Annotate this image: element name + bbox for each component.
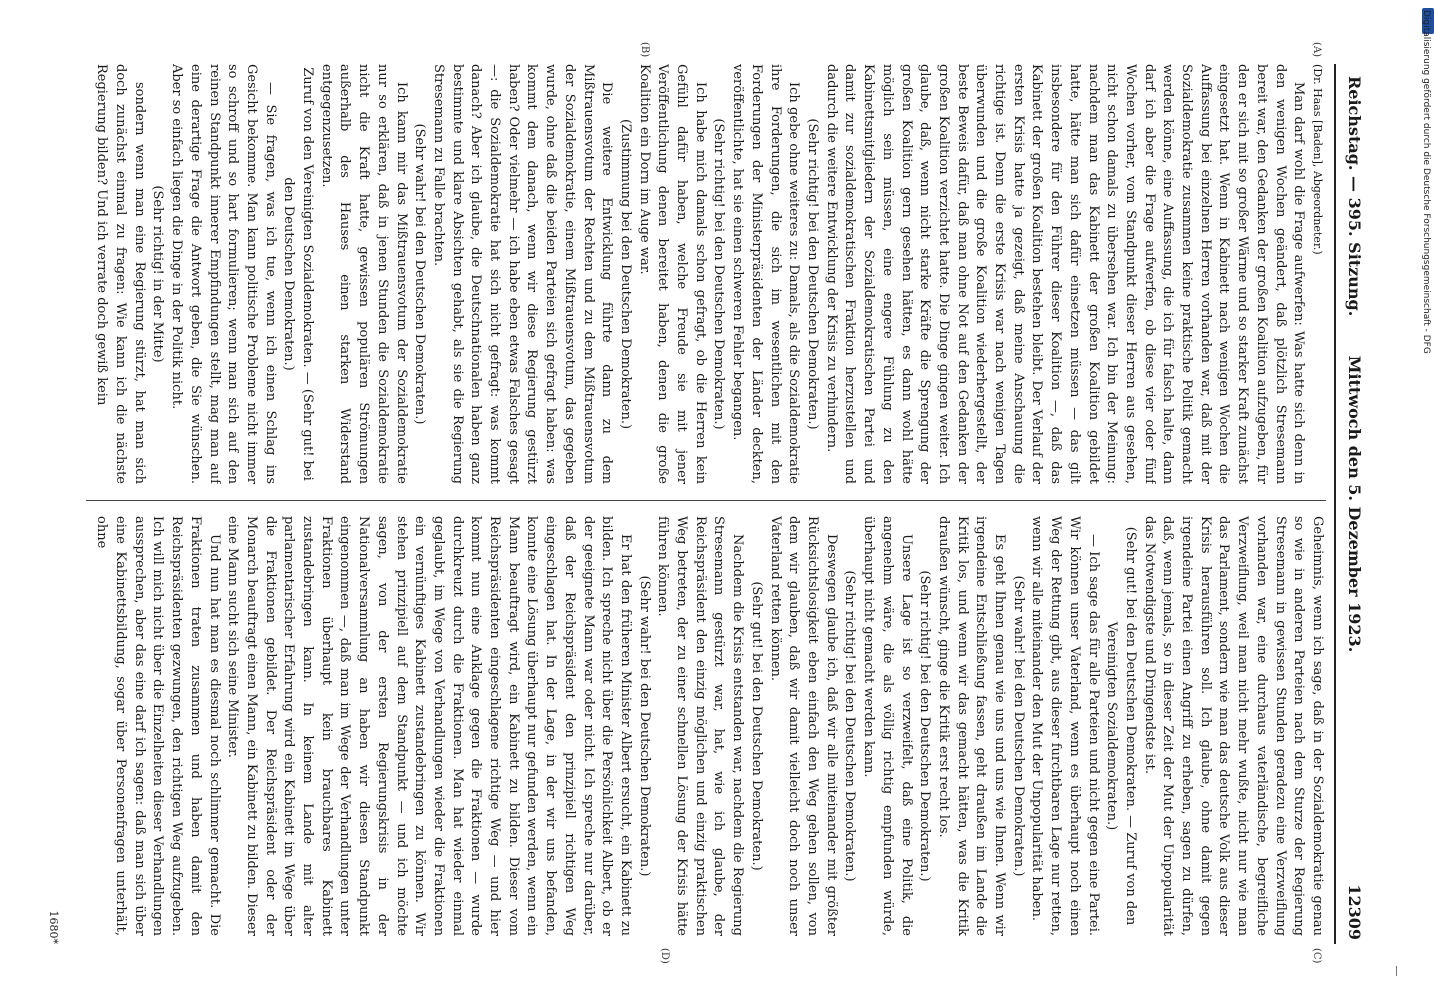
- left-text-column: [66, 64, 1326, 484]
- interjection: (Sehr richtig! bei den Deutschen Demokraten.): [842, 570, 858, 882]
- paragraph: Ich gebe ohne weiteres zu: Damals, als die Sozialdemokratie ihre Forderungen, die sich im wesentlichen mit den Forderungen der Ministerpräsidenten der Länder deckten, veröffentlichte, hat sie einen schweren Fehler begangen.: [730, 64, 802, 484]
- header-date: Mittwoch den 5. Dezember 1923.: [1345, 355, 1364, 653]
- running-header: [1334, 64, 1370, 944]
- header-session: Reichstag. — 395. Sitzung.: [1345, 76, 1364, 317]
- paragraph: — Sie fragen, was ich tue, wenn ich einen Schlag ins Gesicht bekomme. Man kann politische Probleme nicht immer so schroff und so hart formulieren; wenn man sich auf den reinen Standpunkt innerer Empfindungen stellt, mag man auf eine derartige Frage die Antwort geben, die Sie wünschen. Aber so einfach liegen die Dinge in der Politik nicht.: [169, 64, 278, 484]
- digitization-caption: [1417, 10, 1434, 830]
- margin-marker-a: (A): [1311, 42, 1322, 58]
- interjection: Zuruf von den Vereinigten Sozialdemokraten. — (Sehr gut! bei den Deutschen Demokraten.): [281, 67, 316, 481]
- paragraph: Ich habe mich damals schon gefragt, ob die Herren kein Gefühl dafür haben, welche Freude sie mit jener Veröffentlichung denen bereitet haben, denen die große Koalition ein Dorn im Auge war.: [636, 64, 708, 484]
- interjection: (Sehr richtig! bei den Deutschen Demokraten.): [917, 570, 933, 882]
- page-content: [47, 42, 1370, 964]
- margin-marker-c: (C): [1311, 948, 1322, 964]
- interjection: (Sehr wahr! bei den Deutschen Demokraten.): [636, 575, 652, 877]
- right-text-column: [66, 516, 1326, 936]
- interjection: (Sehr richtig! bei den Deutschen Demokraten.): [805, 118, 821, 430]
- digitization-caption-text: Digitalisierung gefördert durch die Deutsche Forschungsgemeinschaft - DFG: [1421, 10, 1431, 354]
- speaker-line: (Dr. Haas [Baden], Abgeordneter.): [1311, 64, 1324, 255]
- paragraph: Unsere Lage ist so verzweifelt, daß eine Politik, die angenehm wäre, die als völlig richtig empfunden würde, überhaupt nicht gemacht werden kann.: [861, 516, 914, 936]
- interjection: (Sehr richtig! in der Mitte): [150, 185, 166, 363]
- margin-marker-b: (B): [639, 42, 650, 58]
- paragraph: — Ich sage das für alle Parteien und nicht gegen eine Partei. Wir können unser Vaterland, wenn es überhaupt noch einen Weg der Rettung gibt, aus dieser furchtbaren Lage nur retten, wenn wir alle miteinander den Mut der Unpopularität haben.: [1029, 516, 1101, 936]
- scan-edge-mark: [1396, 966, 1397, 976]
- header-page-number: 12309: [1345, 884, 1364, 940]
- paragraph: Die weitere Entwicklung führte dann zu dem Mißtrauensvotum der Rechten und zu dem Mißtrauensvotum der Sozialdemokratie, einem Mißtrauensvotum, das gegeben wurde, ohne daß die beiden Parteien sich gefragt haben: was kommt dem danach, wenn wir diese Regierung gestürzt haben? Oder vielmehr — ich habe eben etwas Falsches gesagt —: die Sozialdemokratie hat sich nicht gefragt: was kommt danach? Aber ich glaube, die Deutschnationalen haben ganz bestimmte und klare Absichten gehabt, als sie die Regierung Stresemann zu Falle brachten.: [430, 64, 615, 484]
- paragraph: Und nun hat man es diesmal noch schlimmer gemacht. Die Fraktionen traten zusammen und haben damit den Reichspräsidenten gezwungen, den richtigen Weg aufzugeben. Ich will mich nicht über die Einzelheiten dieser Verhandlungen aussprechen, aber das eine darf ich sagen: daß man sich über eine Kabinettsbildung, sogar über Personenfragen unterhält, ohne: [94, 516, 222, 936]
- interjection: (Sehr gut! bei den Deutschen Demokraten.): [748, 581, 764, 871]
- interjection: (Sehr wahr! bei den Deutschen Demokraten.): [1010, 575, 1026, 877]
- paragraph: Es geht Ihnen genau wie uns und uns wie Ihnen. Wenn wir irgendeine Entschließung fassen, geht draußen im Lande die Kritik los, und wenn wir das gemacht hätten, was die Kritik draußen wünscht, ginge die Kritik erst recht los.: [935, 516, 1008, 936]
- interjection: (Zustimmung bei den Deutschen Demokraten.): [617, 118, 633, 430]
- interjection: (Sehr richtig! bei den Deutschen Demokraten.): [711, 118, 727, 430]
- column-divider: [86, 500, 1326, 501]
- paragraph: Deswegen glaube ich, daß wir alle miteinander mit größter Rücksichtslosigkeit eben einfach den Weg gehen sollen, von dem wir glauben, daß wir damit vielleicht doch noch unser Vaterland retten können.: [767, 516, 839, 936]
- paragraph: Nachdem die Krisis entstanden war, nachdem die Regierung Stresemann gestürzt war, hat, wie ich glaube, der Reichspräsident den einzig möglichen und einzig praktischen Weg betreten, der zu einer schnellen Lösung der Krisis hätte führen können.: [655, 516, 746, 936]
- interjection: (Sehr wahr! bei den Deutschen Demokraten.): [412, 123, 428, 425]
- paragraph: sondern wenn man eine Regierung stürzt, hat man sich doch zunächst einmal zu fragen: Wie kann ich die nächste Regierung bilden? Und ich verrate doch gewiß kein: [94, 64, 147, 484]
- paragraph: Geheimnis, wenn ich sage, daß in der Sozialdemokratie genau so wie in anderen Parteien nach dem Sturze der Regierung Stresemann in gewissen Stunden geradezu eine Verzweiflung vorhanden war, eine durchaus vaterländische, begreifliche Verzweiflung, weil man nicht mehr wußte, nicht nur wie man das Parlament, sondern wie man das deutsche Volk aus dieser Krisis herausführen soll. Ich glaube, ohne damit gegen irgendeine Partei einen Angriff zu erheben, sagen zu dürfen, daß, wenn jemals, so in dieser Zeit der Mut der Unpopularität das Notwendigste und Dringendste ist.: [1141, 516, 1325, 936]
- interjection: (Sehr gut! bei den Deutschen Demokraten. — Zuruf von den Vereinigten Sozialdemokraten.): [1104, 526, 1138, 926]
- paragraph: Ich kann mir das Mißtrauensvotum der Sozialdemokratie nur so erklären, daß in jenen Stunden die Sozialdemokratie nicht die Kraft hatte, gewissen populären Strömungen außerhalb des Hauses einen starken Widerstand entgegenzusetzen.: [318, 64, 409, 484]
- margin-marker-d: (D): [659, 948, 670, 964]
- paragraph: Man darf wohl die Frage aufwerfen: Was hatte sich denn in den wenigen Wochen geändert, daß plötzlich Stresemann bereit war, den Gedanken der großen Koalition aufzugeben, für den er sich mit so großer Wärme und so starker Kraft zunächst eingesetzt hat. Wenn in Kabinett nach wenigen Wochen die Auffassung bei einzelnen Herren vorhanden war, daß mit der Sozialdemokratie zusammen keine praktische Politik gemacht werden könne, eine Auffassung, die ich für falsch halte, dann darf ich aber die Frage aufwerfen, ob diese vier oder fünf Wochen vorher, vom Standpunkt dieser Herren aus gesehen, nicht schon damals zu übersehen war. Ich bin der Meinung: nachdem man das Kabinett der großen Koalition gebildet hatte, hätte man sich dafür einsetzen müssen — das gilt insbesondere für den Führer dieser Koalition —, daß das Kabinett der großen Koalition bestehen bleibt. Der Verlauf der ersten Krisis hatte ja gezeigt, daß meine Anschauung die richtige ist. Denn die erste Krisis war nach wenigen Tagen überwunden und die große Koalition wiederhergestellt, der beste Beweis dafür, daß man ohne Not auf den Gedanken der großen Koalition verzichtet hatte. Die Dinge gingen weiter. Ich glaube, daß, wenn nicht starke Kräfte die Sprengung der großen Koalition gern gesehen hätten, es dann wohl hätte möglich sein müssen, eine engere Fühlung zu den Kabinettsmitgliedern der Sozialdemokratischen Partei und damit zur sozialdemokratischen Fraktion herzustellen und dadurch die weitere Entwicklung der Krisis zu verhindern.: [823, 64, 1307, 484]
- sheet-number: 1680*: [47, 910, 60, 944]
- paragraph: Er hat den früheren Minister Albert ersucht, ein Kabinett zu bilden. Ich spreche nicht über die Persönlichkeit Albert, ob er der geeignete Mann war oder nicht. Ich spreche nur darüber, daß der Reichspräsident den prinzipiell richtigen Weg eingeschlagen hat. In der Lage, in der wir uns befanden, konnte eine Lösung überhaupt nur gefunden werden, wenn ein Mann beauftragt wird, ein Kabinett zu bilden. Dieser vom Reichspräsidenten eingeschlagene richtige Weg — und hier kommt nun eine Anklage gegen die Fraktionen — wurde durchkreuzt durch die Fraktionen. Man hat wieder einmal geglaubt, im Wege von Verhandlungen wieder die Fraktionen ein vernünftiges Kabinett zustandebringen zu können. Wir stehen prinzipiell auf dem Standpunkt — und ich möchte sagen, von der ersten Regierungskrisis in der Nationalversammlung an haben wir diesen Standpunkt eingenommen —, daß man im Wege der Verhandlungen unter Fraktionen überhaupt kein brauchbares Kabinett zustandebringen kann. In keinem Lande mit alter parlamentarischer Erfahrung wird ein Kabinett im Wege über die Fraktionen gebildet. Der Reichspräsident oder der Monarch beauftragt einen Mann, ein Kabinett zu bilden. Dieser eine Mann sucht sich seine Minister.: [225, 516, 633, 936]
